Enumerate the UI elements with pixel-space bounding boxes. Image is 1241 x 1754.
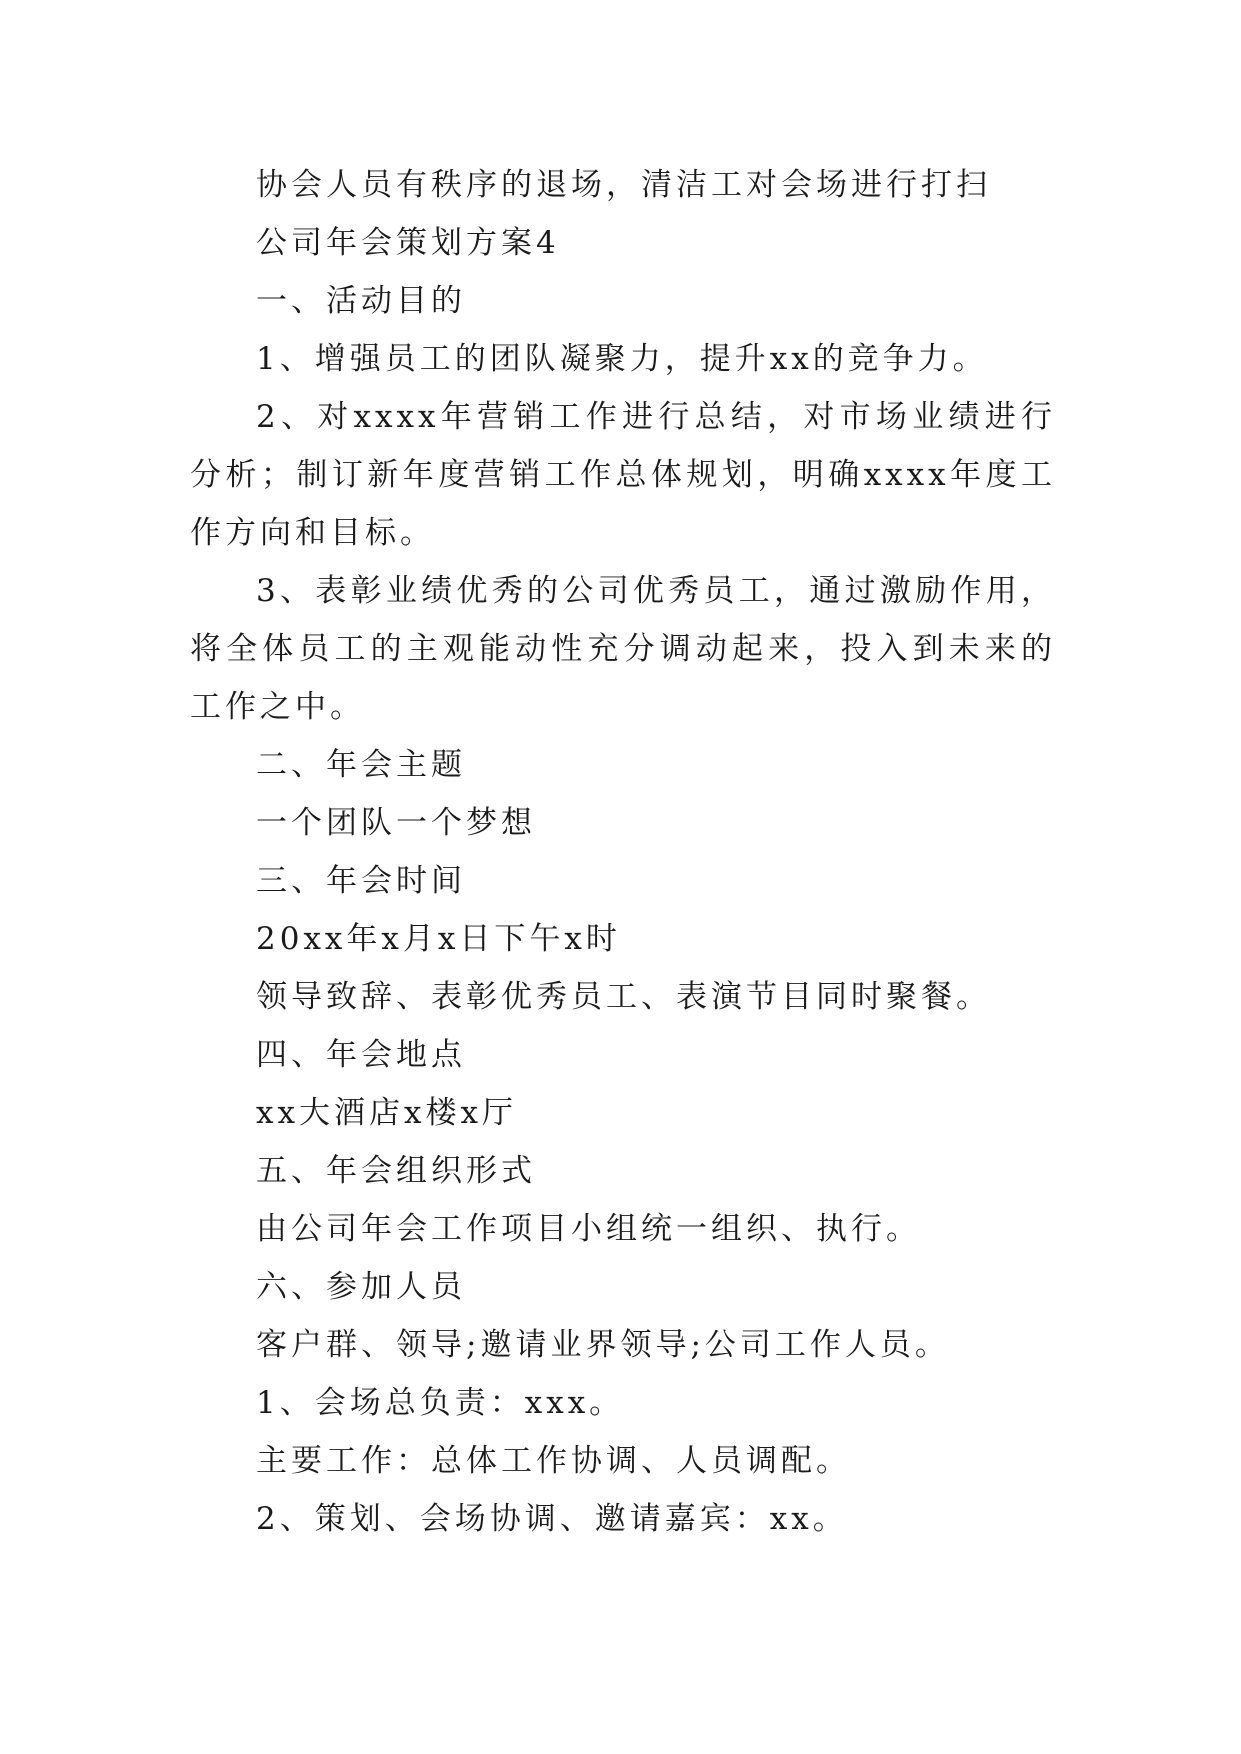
document-body [190,156,1056,1548]
staff-item-1-duties: 主要工作：总体工作协调、人员调配。 [256,1443,851,1479]
annual-location-text: xx大酒店x楼x厅 [256,1095,517,1131]
heading-annual-location: 四、年会地点 [256,1037,466,1073]
heading-annual-time: 三、年会时间 [256,863,466,899]
heading-activity-purpose: 一、活动目的 [256,283,466,319]
purpose-item-1: 1、增强员工的团队凝聚力，提升xx的竞争力。 [256,341,988,377]
annual-time-text: 20xx年x月x日下午x时 [256,921,621,957]
staff-item-2: 2、策划、会场协调、邀请嘉宾：xx。 [256,1501,848,1537]
purpose-item-3: 3、表彰业绩优秀的公司优秀员工，通过激励作用，将全体员工的主观能动性充分调动起来，投入到未来的工作之中。 [190,573,1056,725]
paragraph-closing-note: 协会人员有秩序的退场，清洁工对会场进行打扫 [256,167,991,203]
section-title-plan-4: 公司年会策划方案4 [256,225,560,261]
annual-program-text: 领导致辞、表彰优秀员工、表演节目同时聚餐。 [256,979,991,1015]
organization-form-text: 由公司年会工作项目小组统一组织、执行。 [256,1211,921,1247]
heading-annual-theme: 二、年会主题 [256,747,466,783]
purpose-item-2: 2、对xxxx年营销工作进行总结，对市场业绩进行分析；制订新年度营销工作总体规划，明确xxxx年度工作方向和目标。 [190,399,1056,551]
participants-text: 客户群、领导;邀请业界领导;公司工作人员。 [256,1327,950,1363]
annual-theme-text: 一个团队一个梦想 [256,805,536,841]
heading-participants: 六、参加人员 [256,1269,466,1305]
heading-organization-form: 五、年会组织形式 [256,1153,536,1189]
staff-item-1: 1、会场总负责：xxx。 [256,1385,625,1421]
